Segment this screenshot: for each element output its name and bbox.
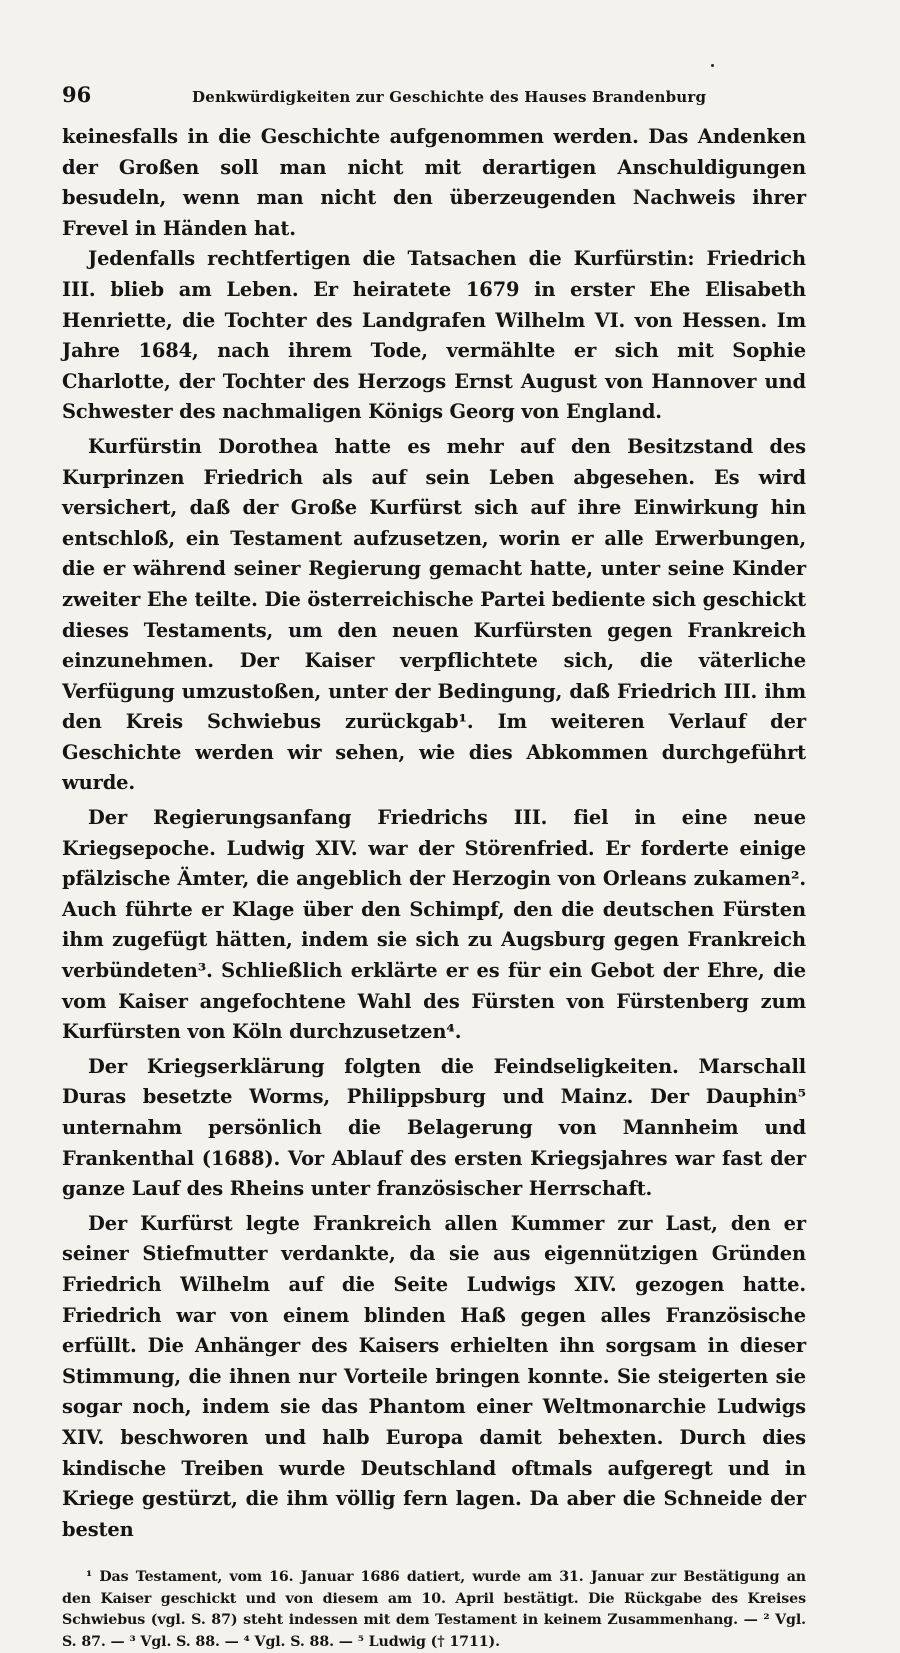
footnote: ¹ Das Testament, vom 16. Januar 1686 datiert, wurde am 31. Januar zur Bestätigung an den Kaiser geschickt und von diesem am 10. April bestätigt. Die Rückgabe des Kreises Schwiebus (vgl. S. 87) steht indessen mit dem Testament in keinem Zusammenhang. — ² Vgl. S. 87. — ³ Vgl. S. 88. — ⁴ Vgl. S. 88. — ⁵ Ludwig († 1711). [62,1569,806,1650]
paragraph: Kurfürstin Dorothea hatte es mehr auf den Besitzstand des Kurprinzen Friedrich als auf sein Leben abgesehen. Es wird versichert, daß der Große Kurfürst sich auf ihre Einwirkung hin entschloß, ein Testament aufzusetzen, worin er alle Erwerbungen, die er während seiner Regierung gemacht hatte, unter seine Kinder zweiter Ehe teilte. Die österreichische Partei bediente sich geschickt dieses Testaments, um den neuen Kurfürsten gegen Frankreich einzunehmen. Der Kaiser verpflichtete sich, die väterliche Verfügung umzustoßen, unter der Bedingung, daß Friedrich III. ihm den Kreis Schwiebus zurückgab¹. Im weiteren Verlauf der Geschichte werden wir sehen, wie dies Abkommen durchgeführt wurde. [62,434,806,795]
running-title: Denkwürdigkeiten zur Geschichte des Hauses Brandenburg [192,88,707,106]
paragraph: Jedenfalls rechtfertigen die Tatsachen die Kurfürstin: Friedrich III. blieb am Leben. Er heiratete 1679 in erster Ehe Elisabeth Henriette, die Tochter des Landgrafen Wilhelm VI. von Hessen. Im Jahre 1684, nach ihrem Tode, vermählte er sich mit Sophie Charlotte, der Tochter des Herzogs Ernst August von Hannover und Schwester des nachmaligen Königs Georg von England. [62,247,806,424]
paragraph: Der Regierungsanfang Friedrichs III. fiel in eine neue Kriegsepoche. Ludwig XIV. war der Störenfried. Er forderte einige pfälzische Ämter, die angeblich der Herzogin von Orleans zukamen². Auch führte er Klage über den Schimpf, den die deutschen Fürsten ihm zugefügt hätten, indem sie sich zu Augsburg gegen Frankreich verbündeten³. Schließlich erklärte er es für ein Gebot der Ehre, die vom Kaiser angefochtene Wahl des Fürsten von Fürstenberg zum Kurfürsten von Köln durchzusetzen⁴. [62,806,806,1044]
body-text [62,122,806,1545]
page-header [62,82,806,122]
page-number: 96 [62,82,92,107]
ink-speck [711,64,714,67]
footnotes [62,1567,806,1653]
paragraph: keinesfalls in die Geschichte aufgenommen werden. Das Andenken der Großen soll man nicht mit derartigen Anschuldigungen besudeln, wenn man nicht den überzeugenden Nachweis ihrer Frevel in Händen hat. [62,125,806,240]
paragraph: Der Kriegserklärung folgten die Feindseligkeiten. Marschall Duras besetzte Worms, Philippsburg und Mainz. Der Dauphin⁵ unternahm persönlich die Belagerung von Mannheim und Frankenthal (1688). Vor Ablauf des ersten Kriegsjahres war fast der ganze Lauf des Rheins unter französischer Herrschaft. [62,1054,806,1201]
paragraph: Der Kurfürst legte Frankreich allen Kummer zur Last, den er seiner Stiefmutter verdankte, da sie aus eigennützigen Gründen Friedrich Wilhelm auf die Seite Ludwigs XIV. gezogen hatte. Friedrich war von einem blinden Haß gegen alles Französische erfüllt. Die Anhänger des Kaisers erhielten ihn sorgsam in dieser Stimmung, die ihnen nur Vorteile bringen konnte. Sie steigerten sie sogar noch, indem sie das Phantom einer Weltmonarchie Ludwigs XIV. beschworen und halb Europa damit behexten. Durch dies kindische Treiben wurde Deutschland oftmals aufgeregt und in Kriege gestürzt, die ihm völlig fern lagen. Da aber die Schneide der besten [62,1211,806,1541]
